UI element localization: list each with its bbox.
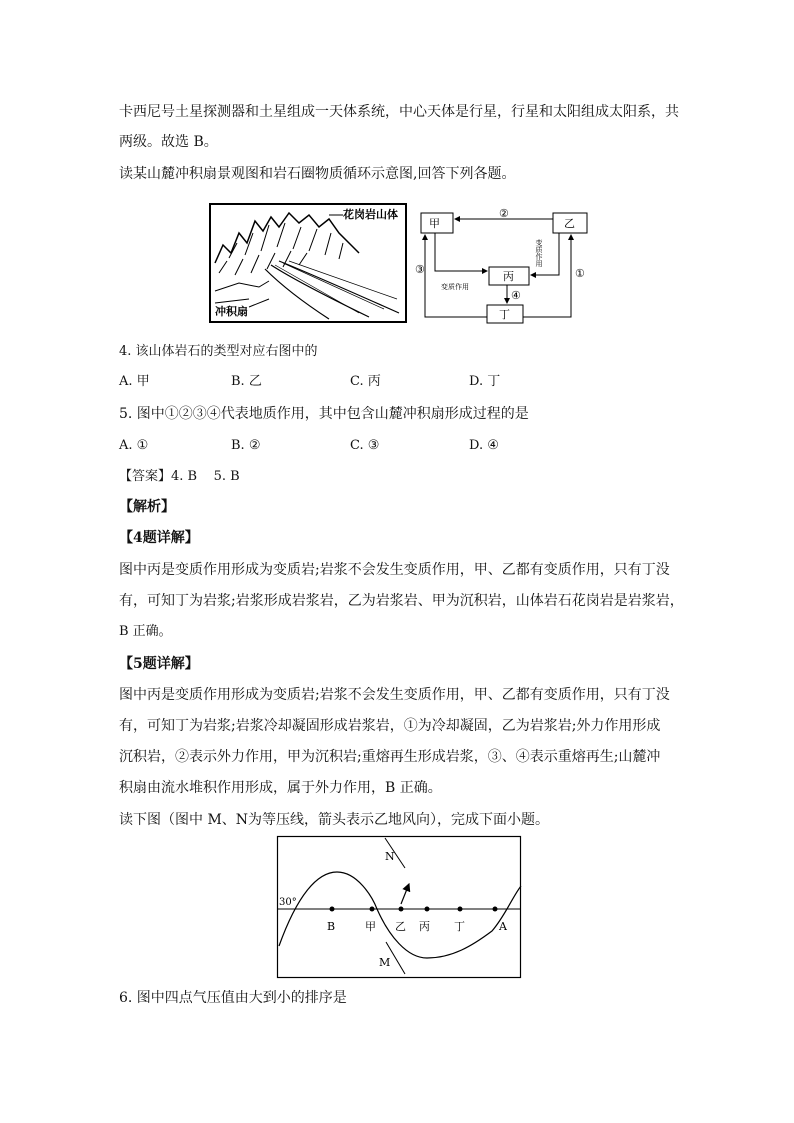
fan-label: 冲积扇 bbox=[215, 305, 248, 318]
q4-option-a: A. 甲 bbox=[119, 374, 150, 389]
point-label-A: A bbox=[499, 920, 507, 933]
q5-stem: 5. 图中①②③④代表地质作用，其中包含山麓冲积扇形成过程的是 bbox=[119, 406, 529, 422]
point-label-yi: 乙 bbox=[395, 920, 406, 933]
point-A bbox=[493, 907, 498, 912]
point-bing bbox=[425, 907, 430, 912]
intro1: 读某山麓冲积扇景观图和岩石圈物质循环示意图,回答下列各题。 bbox=[119, 166, 516, 182]
q4-detail-line3: B 正确。 bbox=[119, 624, 172, 639]
q4-detail-line1: 图中丙是变质作用形成为变质岩;岩浆不会发生变质作用，甲、乙都有变质作用，只有丁没 bbox=[119, 562, 670, 578]
label-M: M bbox=[379, 956, 391, 969]
lat-label: 30° bbox=[279, 897, 297, 908]
q5-detail-line3: 沉积岩，②表示外力作用，甲为沉积岩;重熔再生形成岩浆，③、④表示重熔再生;山麓冲 bbox=[119, 749, 661, 765]
point-label-ding: 丁 bbox=[454, 920, 465, 933]
point-B bbox=[330, 907, 335, 912]
metamorphism-horizontal-label: 变质作用 bbox=[441, 283, 469, 291]
metamorphism-vertical-label: 变质作用 bbox=[535, 239, 543, 267]
q4-detail-line2: 有，可知丁为岩浆;岩浆形成岩浆岩，乙为岩浆岩、甲为沉积岩，山体岩石花岗岩是岩浆岩， bbox=[119, 593, 684, 609]
q5-detail-line2: 有，可知丁为岩浆;岩浆冷却凝固形成岩浆岩，①为冷却凝固，乙为岩浆岩;外力作用形成 bbox=[119, 718, 661, 734]
arrow2-label: ② bbox=[499, 207, 509, 220]
point-label-bing: 丙 bbox=[419, 920, 430, 933]
label-yi: 乙 bbox=[564, 217, 575, 230]
label-ding: 丁 bbox=[499, 308, 510, 321]
mountain-label: 花岗岩山体 bbox=[343, 208, 398, 221]
para1-line2: 两级。故选 B。 bbox=[119, 134, 218, 150]
label-N: N bbox=[385, 850, 395, 863]
arrow4-label: ④ bbox=[511, 289, 521, 302]
alluvial-fan-figure bbox=[209, 203, 407, 323]
arrow1-label: ① bbox=[575, 267, 585, 280]
point-ding bbox=[458, 907, 463, 912]
q5-detail-line1: 图中丙是变质作用形成为变质岩;岩浆不会发生变质作用，甲、乙都有变质作用，只有丁没 bbox=[119, 687, 670, 703]
answer: 【答案】4. B 5. B bbox=[119, 469, 240, 484]
q5-option-a: A. ① bbox=[119, 438, 149, 453]
intro2: 读下图（图中 M、N为等压线，箭头表示乙地风向），完成下面小题。 bbox=[119, 812, 550, 828]
label-jia: 甲 bbox=[429, 217, 440, 230]
q6-stem: 6. 图中四点气压值由大到小的排序是 bbox=[119, 990, 347, 1006]
q5-option-b: B. ② bbox=[231, 438, 261, 453]
point-label-B: B bbox=[327, 920, 336, 933]
arrow3-label: ③ bbox=[415, 263, 425, 276]
label-bing: 丙 bbox=[503, 270, 514, 283]
q5-detail-heading: 【5题详解】 bbox=[119, 656, 199, 672]
q4-option-b: B. 乙 bbox=[231, 374, 262, 389]
q4-option-c: C. 丙 bbox=[350, 374, 381, 389]
q5-option-d: D. ④ bbox=[469, 438, 499, 453]
para1-line1: 卡西尼号土星探测器和土星组成一天体系统，中心天体是行星，行星和太阳组成太阳系，共 bbox=[119, 104, 679, 120]
q4-detail-heading: 【4题详解】 bbox=[119, 530, 199, 546]
rock-cycle-figure bbox=[415, 205, 595, 327]
point-jia bbox=[370, 907, 375, 912]
q4-option-d: D. 丁 bbox=[469, 374, 501, 389]
q5-option-c: C. ③ bbox=[350, 438, 380, 453]
isobar-figure bbox=[277, 836, 521, 978]
q4-stem: 4. 该山体岩石的类型对应右图中的 bbox=[119, 344, 318, 359]
point-label-jia: 甲 bbox=[365, 920, 376, 933]
analysis-heading: 【解析】 bbox=[119, 499, 175, 515]
q5-detail-line4: 积扇由流水堆积作用形成，属于外力作用，B 正确。 bbox=[119, 780, 442, 796]
point-yi bbox=[399, 907, 404, 912]
